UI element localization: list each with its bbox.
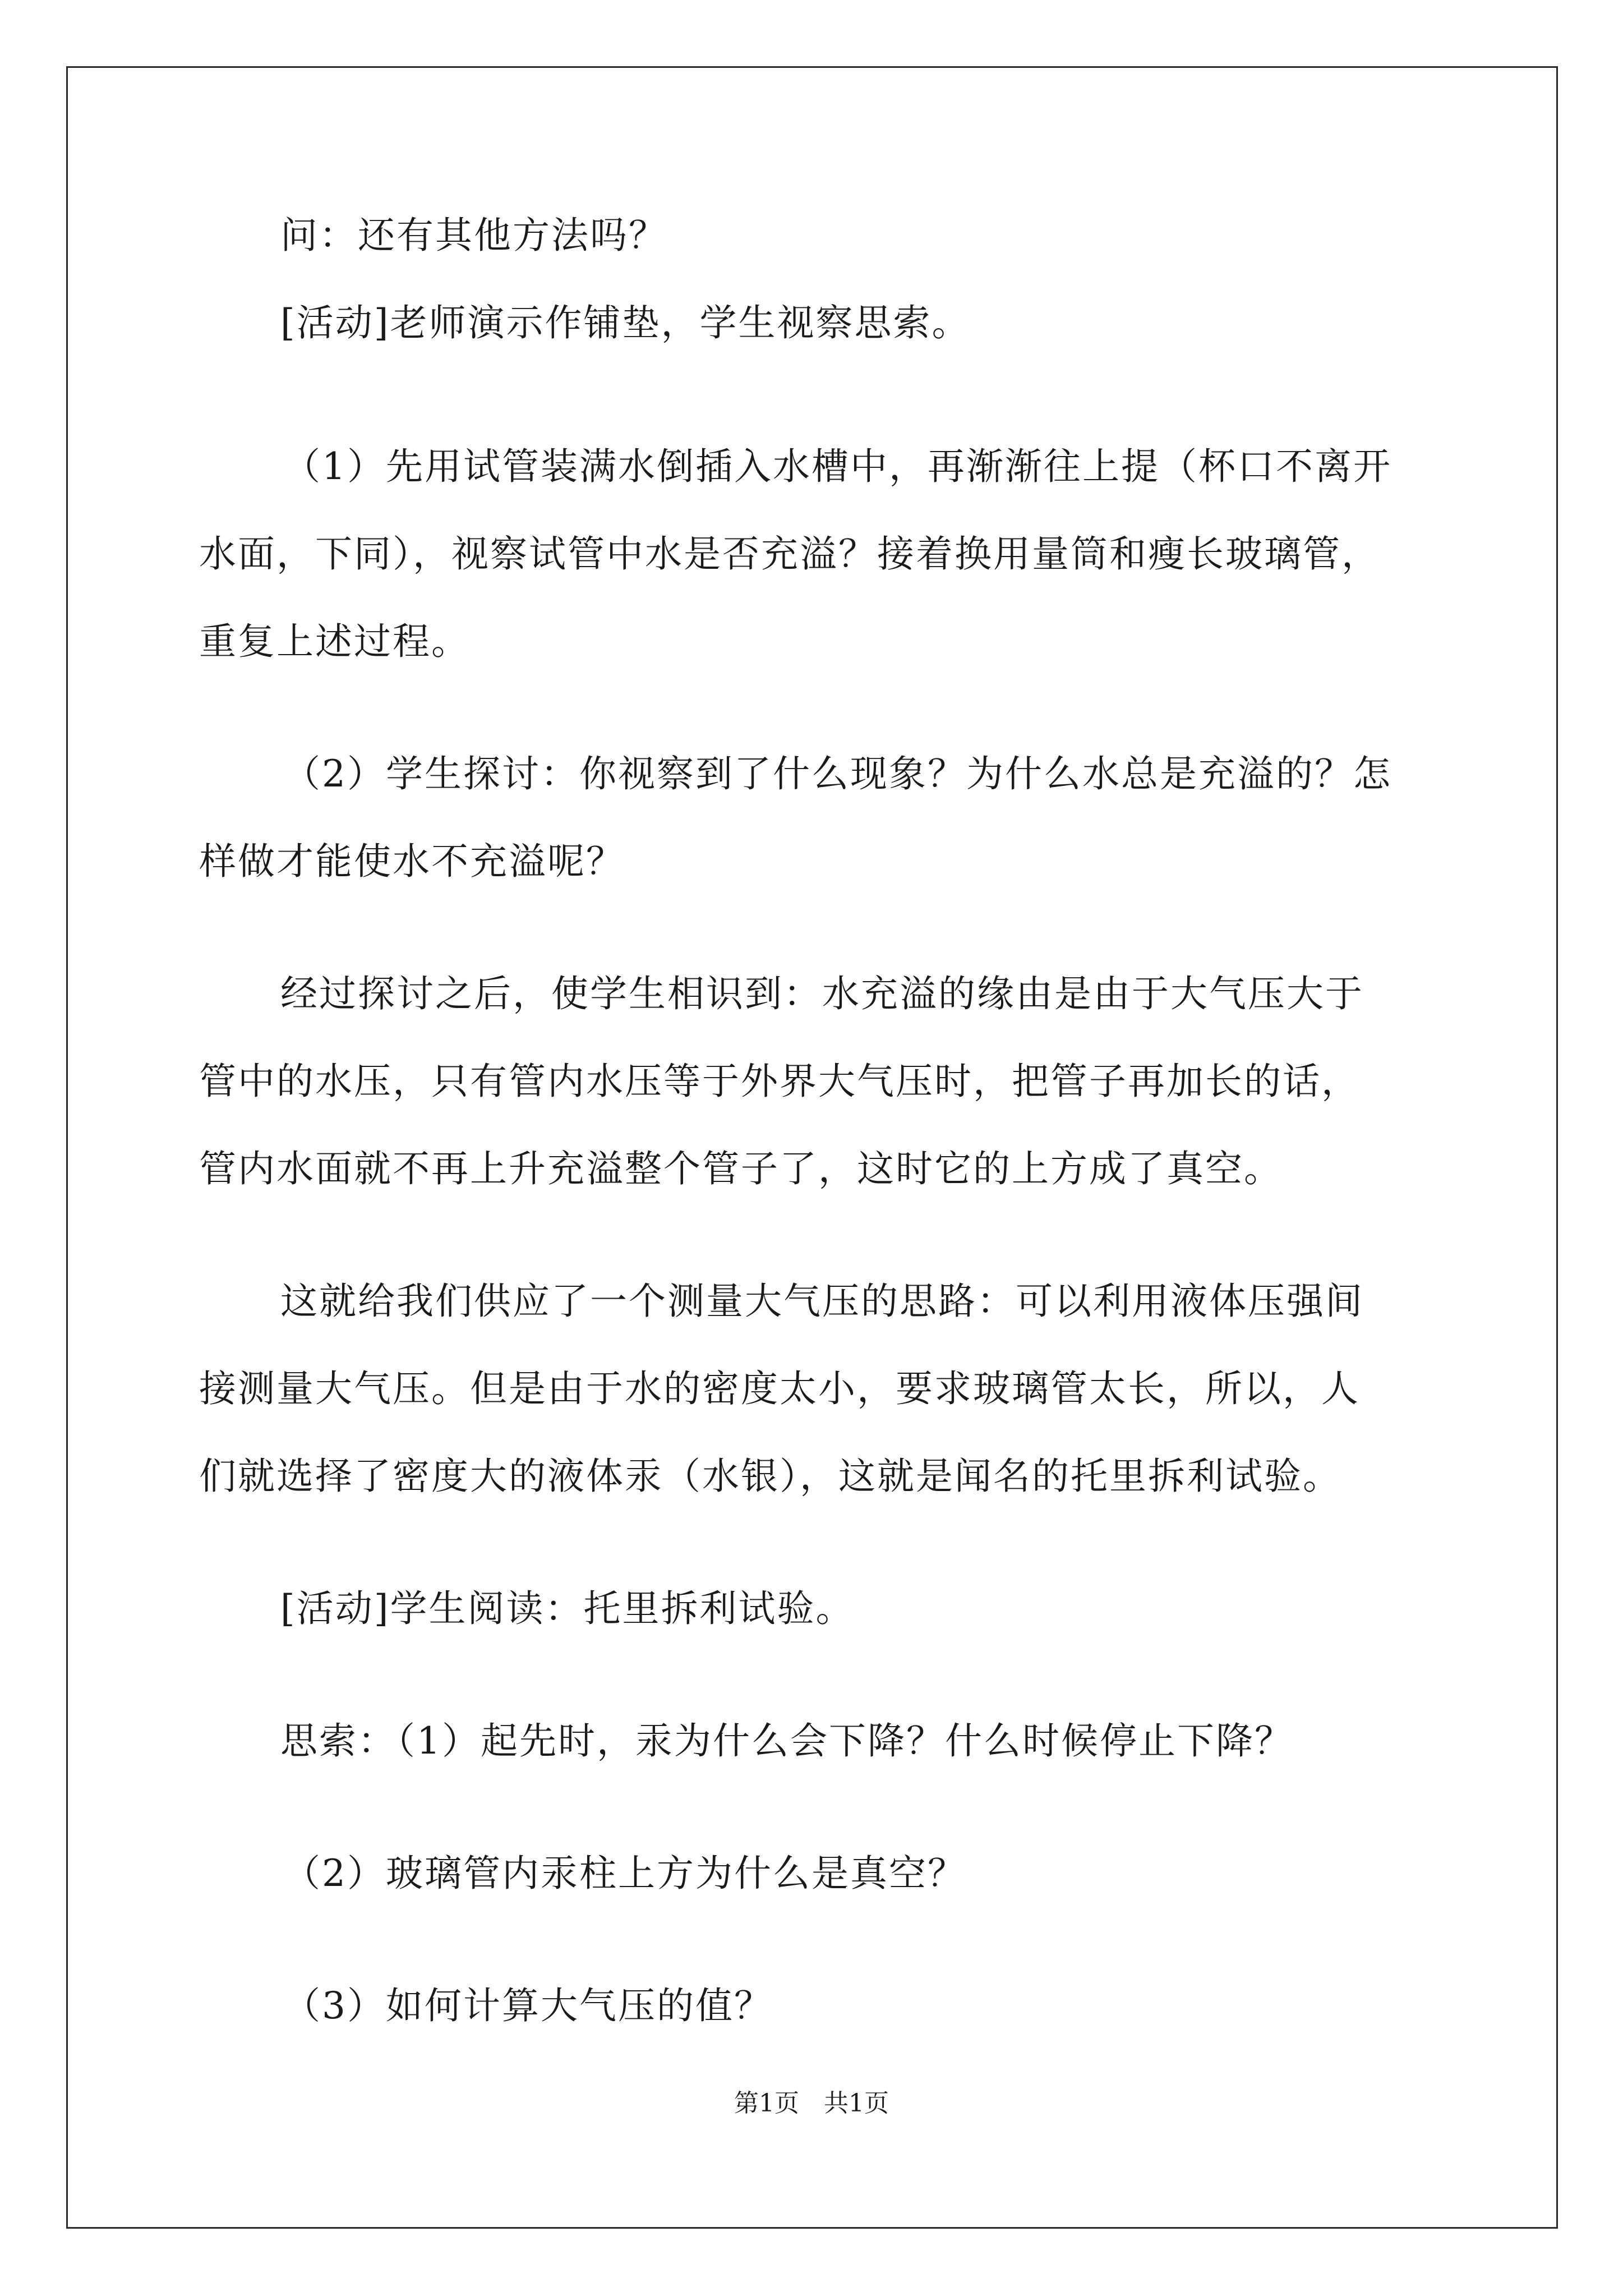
paragraph-line: （1）先用试管装满水倒插入水槽中，再渐渐往上提（杯口不离开 [283, 445, 1392, 488]
paragraph-line: 思索：（1）起先时，汞为什么会下降？什么时候停止下降？ [280, 1719, 1293, 1763]
paragraph-line: （2）学生探讨：你视察到了什么现象？为什么水总是充溢的？怎 [283, 752, 1392, 795]
paragraph-line: 水面，下同），视察试管中水是否充溢？接着换用量筒和瘦长玻璃管， [199, 532, 1380, 576]
paragraph-line: [活动]学生阅读：托里拆利试验。 [280, 1587, 855, 1630]
paragraph-line: （2）玻璃管内汞柱上方为什么是真空？ [283, 1852, 966, 1895]
paragraph-line: 样做才能使水不充溢呢？ [199, 840, 625, 883]
page-number-footer: 第1页 共1页 [734, 2089, 889, 2118]
paragraph-line: 接测量大气压。但是由于水的密度太小，要求玻璃管太长，所以，人 [199, 1367, 1360, 1410]
paragraph-line: 管内水面就不再上升充溢整个管子了，这时它的上方成了真空。 [199, 1147, 1283, 1190]
paragraph-line: 重复上述过程。 [199, 620, 470, 663]
paragraph-line: 这就给我们供应了一个测量大气压的思路：可以利用液体压强间 [280, 1280, 1364, 1323]
paragraph-line: [活动]老师演示作铺垫，学生视察思索。 [280, 301, 971, 344]
paragraph-line: 经过探讨之后，使学生相识到：水充溢的缘由是由于大气压大于 [280, 972, 1364, 1015]
paragraph-line: 问：还有其他方法吗？ [280, 214, 667, 257]
paragraph-line: 管中的水压，只有管内水压等于外界大气压时，把管子再加长的话， [199, 1060, 1360, 1103]
paragraph-line: 们就选择了密度大的液体汞（水银），这就是闻名的托里拆利试验。 [199, 1455, 1341, 1498]
paragraph-line: （3）如何计算大气压的值？ [283, 1984, 773, 2027]
